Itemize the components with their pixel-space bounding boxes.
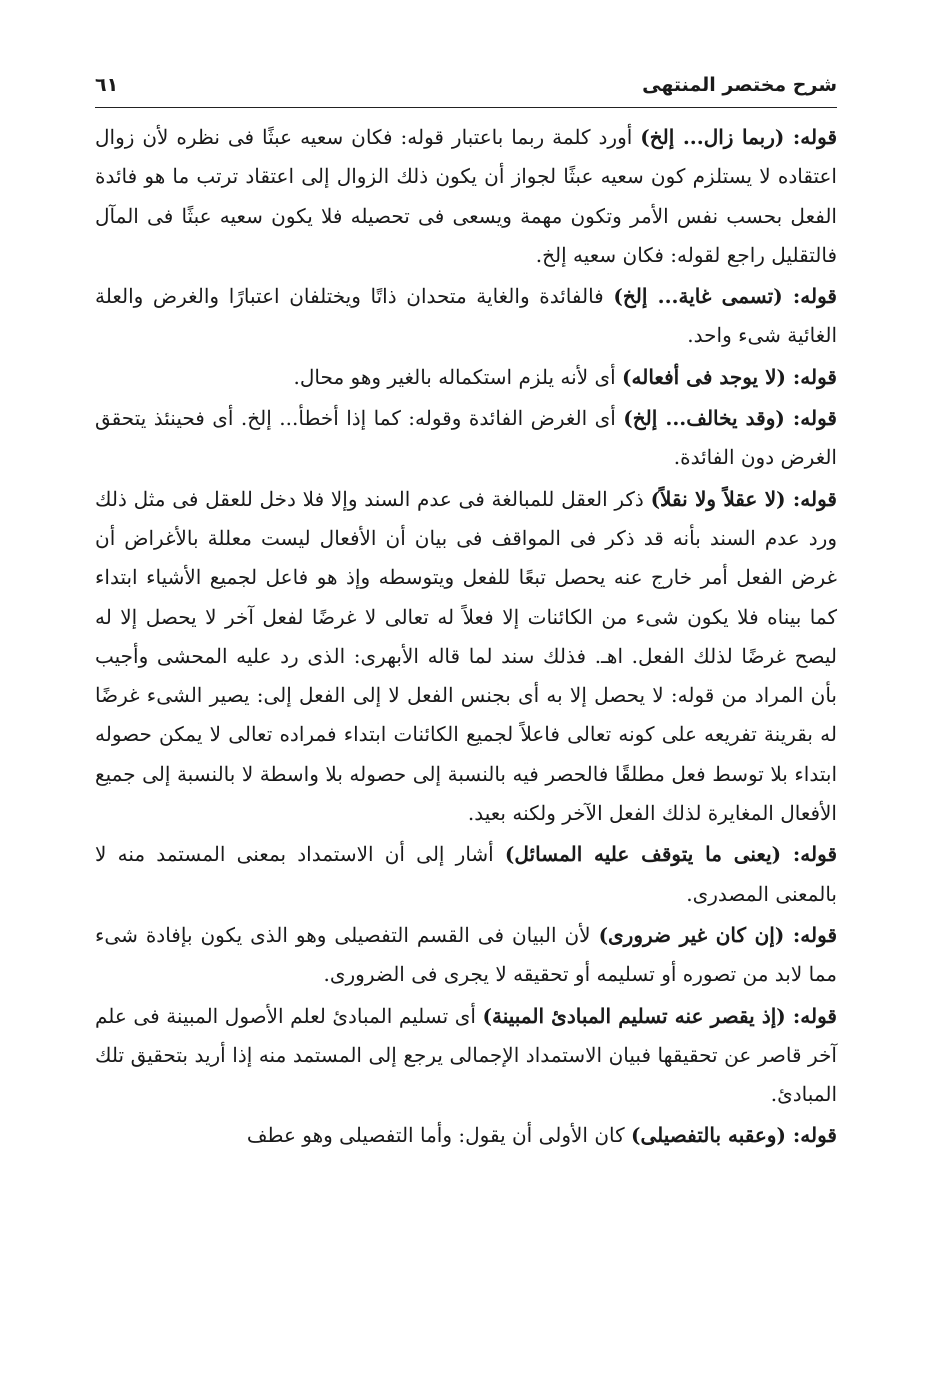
page-header — [95, 72, 837, 106]
page-number: ٦١ — [95, 74, 119, 96]
paragraph — [95, 997, 837, 1115]
paragraph-keyword: قوله: (إن كان غير ضرورى) — [598, 922, 838, 947]
paragraph-keyword: قوله: (ربما زال... إلخ) — [640, 125, 837, 149]
paragraph-keyword: قوله: (إذ يقصر عنه تسليم المبادئ المبينة) — [482, 1003, 837, 1028]
paragraph-keyword: قوله: (لا عقلاً ولا نقلاً) — [650, 486, 837, 511]
paragraph-text: فالفائدة والغاية متحدان ذاتًا ويختلفان اعتبارًا والغرض والعلة الغائية شىء واحد. — [95, 284, 837, 348]
paragraph-keyword: قوله: (لا يوجد فى أفعاله) — [622, 364, 837, 389]
paragraph — [95, 358, 837, 397]
header-rule — [95, 107, 837, 108]
paragraph-text: كان الأولى أن يقول: وأما التفصيلى وهو عطف — [246, 1123, 631, 1148]
paragraph-text: أى الغرض الفائدة وقوله: كما إذا أخطأ... إلخ. أى فحينئذ يتحقق الغرض دون الفائدة. — [95, 406, 837, 470]
paragraph-text: لأن البيان فى القسم التفصيلى وهو الذى يكون بإفادة شىء مما لابد من تصوره أو تسليمه أو تحقيقه لا يجرى فى الضرورى. — [95, 922, 837, 987]
paragraph-text: أورد كلمة ربما باعتبار قوله: فكان سعيه عبثًا فى نظره لأن زوال اعتقاده لا يستلزم كون سعيه عبثًا لجواز أن يكون ذلك الزوال إلى اعتقاد ترتب ما هو فائدة الفعل بحسب نفس الأمر وتكون مهمة ويسعى فى تحصيله فلا يكون سعيه عبثًا فى المآل فالتقليل راجع لقوله: فكان سعيه إلخ. — [95, 125, 837, 267]
paragraph — [95, 399, 837, 478]
paragraph-keyword: قوله: (وقد يخالف... إلخ) — [623, 406, 837, 431]
running-title: شرح مختصر المنتهى — [642, 74, 837, 96]
paragraph-keyword: قوله: (تسمى غاية... إلخ) — [613, 284, 837, 309]
paragraph-keyword: قوله: (وعقبه بالتفصيلى) — [631, 1123, 837, 1148]
paragraph — [95, 277, 837, 356]
paragraph-text: أى لأنه يلزم استكماله بالغير وهو محال. — [293, 364, 623, 389]
paragraph — [95, 1116, 837, 1155]
paragraph-text: أى تسليم المبادئ لعلم الأصول المبينة فى علم آخر قاصر عن تحقيقها فبيان الاستمداد الإجمالى يرجع إلى المستمد منه إذا أريد بتحقيق تلك المبادئ. — [95, 1003, 837, 1107]
paragraph-keyword: قوله: (يعنى ما يتوقف عليه المسائل) — [504, 842, 837, 867]
paragraph — [95, 835, 837, 914]
paragraph — [95, 118, 837, 275]
page-body — [95, 118, 837, 1158]
paragraph — [95, 480, 837, 834]
paragraph — [95, 916, 837, 995]
paragraph-text: ذكر العقل للمبالغة فى عدم السند وإلا فلا دخل للعقل فى مثل ذلك ورد عدم السند بأنه قد ذكر فى المواقف فى بيان أن الأفعال ليست معللة بالأغراض أن غرض الفعل أمر خارج عنه يحصل تبعًا للفعل ويتوسطه وإذ هو فاعل لجميع الأشياء ابتداء كما بيناه فلا يكون شىء من الكائنات إلا فعلاً له تعالى لا غرضًا لفعل آخر لا يحصل إلا له ليصح غرضًا لذلك الفعل. اهـ. فذلك سند لما قاله الأبهرى: الذى رد عليه المحشى وأجيب بأن المراد من قوله: لا يحصل إلا به أى بجنس الفعل لا إلى الفعل إلى: يصير الشىء غرضًا له بقرينة تفريعه على كونه تعالى فاعلاً لجميع الكائنات ابتداء فمراده تعالى لا يمكن حصوله ابتداء بلا توسط فعل مطلقًا فالحصر فيه بالنسبة إلى حصوله بلا واسطة لا بالنسبة إلى جميع الأفعال المغايرة لذلك الفعل الآخر ولكنه بعيد. — [95, 486, 837, 826]
paragraph-text: أشار إلى أن الاستمداد بمعنى المستمد منه لا بالمعنى المصدرى. — [95, 842, 837, 906]
